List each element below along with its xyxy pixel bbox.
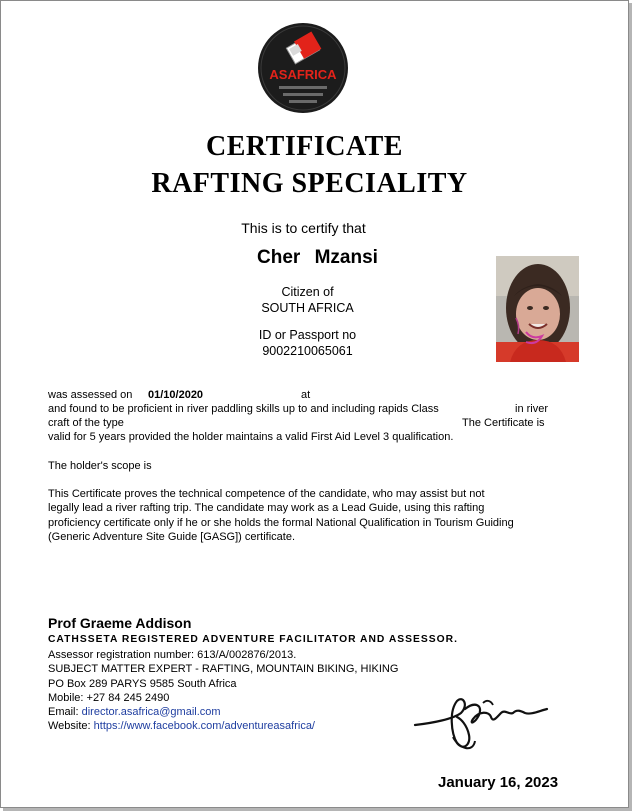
assessor-address: PO Box 289 PARYS 9585 South Africa (48, 677, 237, 690)
proof-line: This Certificate proves the technical competence of the candidate, who may assist but not (48, 488, 485, 500)
email-label: Email: (48, 706, 79, 719)
citizen-label: Citizen of (281, 285, 334, 299)
proof-line: (Generic Adventure Site Guide [GASG]) certificate. (48, 531, 295, 544)
issue-date: January 16, 2023 (438, 774, 559, 791)
citizen-country: SOUTH AFRICA (261, 301, 354, 315)
email-link[interactable]: director.asafrica@gmail.com (81, 706, 221, 719)
assessment-date: 01/10/2020 (148, 389, 204, 401)
validity-text: valid for 5 years provided the holder maintains a valid First Aid Level 3 qualification. (48, 431, 454, 443)
website-link[interactable]: https://www.facebook.com/adventureasafrica/ (93, 720, 315, 733)
proof-paragraph (48, 487, 514, 545)
proof-line: proficiency certificate only if he or she holds the formal National Qualification in Tourism Guiding (48, 516, 514, 529)
id-number: 9002210065061 (262, 344, 353, 358)
assessor-name: Prof Graeme Addison (48, 615, 192, 631)
craft-type-label: craft of the type (48, 417, 124, 429)
certificate-is-label: The Certificate is (462, 417, 545, 429)
assessed-on-label: was assessed on (48, 389, 133, 401)
logo-brand-text: ASAFRICA (269, 67, 337, 82)
id-label: ID or Passport no (258, 328, 357, 342)
holder-name: Cher Mzansi (257, 247, 378, 268)
assessor-signature (413, 689, 563, 755)
assessor-mobile: Mobile: +27 84 245 2490 (48, 691, 170, 704)
proficiency-line-b: in river (515, 403, 549, 415)
holder-photo (496, 256, 579, 362)
scope-text: The holder's scope is (48, 460, 152, 472)
certify-intro: This is to certify that (241, 220, 366, 236)
website-label: Website: (48, 720, 91, 733)
assessor-registration: Assessor registration number: 613/A/002876/2013. (48, 649, 297, 661)
proof-line: legally lead a river rafting trip. The candidate may work as a Lead Guide, using this rafting (48, 502, 485, 515)
assessor-role: CATHSSETA REGISTERED ADVENTURE FACILITATOR AND ASSESSOR. (48, 634, 458, 645)
certificate-title: CERTIFICATE (206, 131, 403, 162)
certificate-subtitle: RAFTING SPECIALITY (151, 168, 468, 199)
assessor-email-row (48, 705, 458, 719)
assessor-website-row (48, 719, 458, 733)
asafrica-logo (257, 19, 349, 117)
assessed-at-label: at (301, 389, 311, 401)
assessor-block (48, 615, 458, 734)
assessor-expertise: SUBJECT MATTER EXPERT - RAFTING, MOUNTAIN BIKING, HIKING (48, 663, 399, 676)
proficiency-line-a: and found to be proficient in river paddling skills up to and including rapids Class (48, 403, 439, 415)
